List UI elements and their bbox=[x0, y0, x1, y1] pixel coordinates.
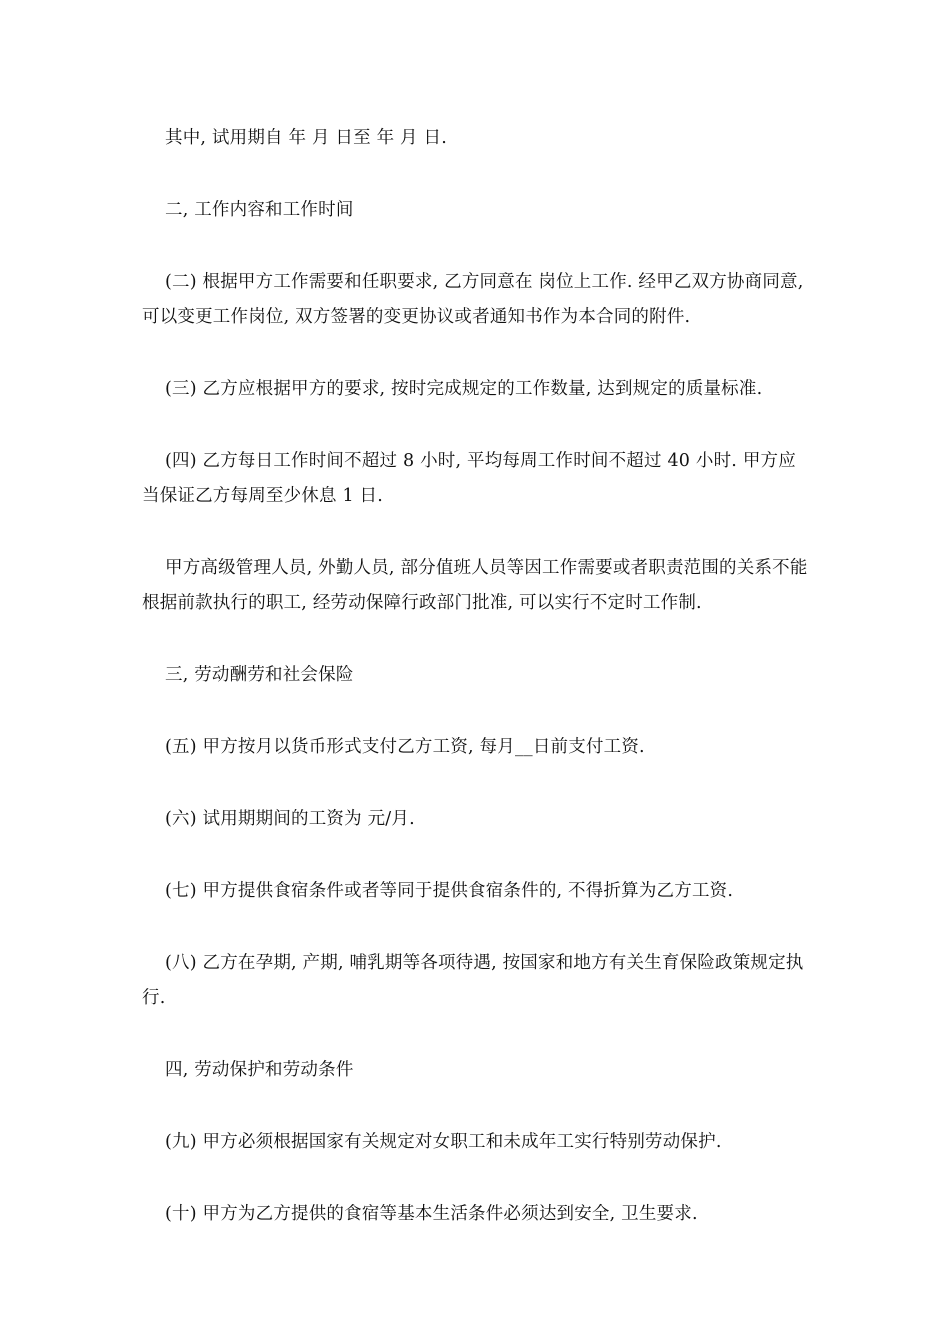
paragraph-flexible-hours: 甲方高级管理人员, 外勤人员, 部分值班人员等因工作需要或者职责范围的关系不能根据前款执行的职工, 经劳动保障行政部门批准, 可以实行不定时工作制. bbox=[142, 558, 808, 613]
paragraph-clause-8: (八) 乙方在孕期, 产期, 哺乳期等各项待遇, 按国家和地方有关生育保险政策规定执行. bbox=[142, 953, 804, 1008]
paragraph-clause-5: (五) 甲方按月以货币形式支付乙方工资, 每月__日前支付工资. bbox=[165, 737, 645, 757]
section-heading-work-content: 二, 工作内容和工作时间 bbox=[165, 200, 354, 220]
paragraph-clause-7: (七) 甲方提供食宿条件或者等同于提供食宿条件的, 不得折算为乙方工资. bbox=[165, 881, 734, 901]
document-body bbox=[142, 121, 812, 1269]
paragraph-clause-2: (二) 根据甲方工作需要和任职要求, 乙方同意在 岗位上工作. 经甲乙双方协商同意, 可以变更工作岗位, 双方签署的变更协议或者通知书作为本合同的附件. bbox=[142, 272, 804, 327]
paragraph-clause-6: (六) 试用期期间的工资为 元/月. bbox=[165, 809, 415, 829]
paragraph-clause-9: (九) 甲方必须根据国家有关规定对女职工和未成年工实行特别劳动保护. bbox=[165, 1132, 722, 1152]
paragraph-probation-period: 其中, 试用期自 年 月 日至 年 月 日. bbox=[165, 128, 447, 148]
paragraph-clause-10: (十) 甲方为乙方提供的食宿等基本生活条件必须达到安全, 卫生要求. bbox=[165, 1204, 698, 1224]
section-heading-compensation: 三, 劳动酬劳和社会保险 bbox=[165, 665, 354, 685]
paragraph-clause-3: (三) 乙方应根据甲方的要求, 按时完成规定的工作数量, 达到规定的质量标准. bbox=[165, 379, 763, 399]
section-heading-labor-protection: 四, 劳动保护和劳动条件 bbox=[165, 1060, 354, 1080]
paragraph-clause-4: (四) 乙方每日工作时间不超过 8 小时, 平均每周工作时间不超过 40 小时. 甲方应当保证乙方每周至少休息 1 日. bbox=[142, 451, 796, 506]
